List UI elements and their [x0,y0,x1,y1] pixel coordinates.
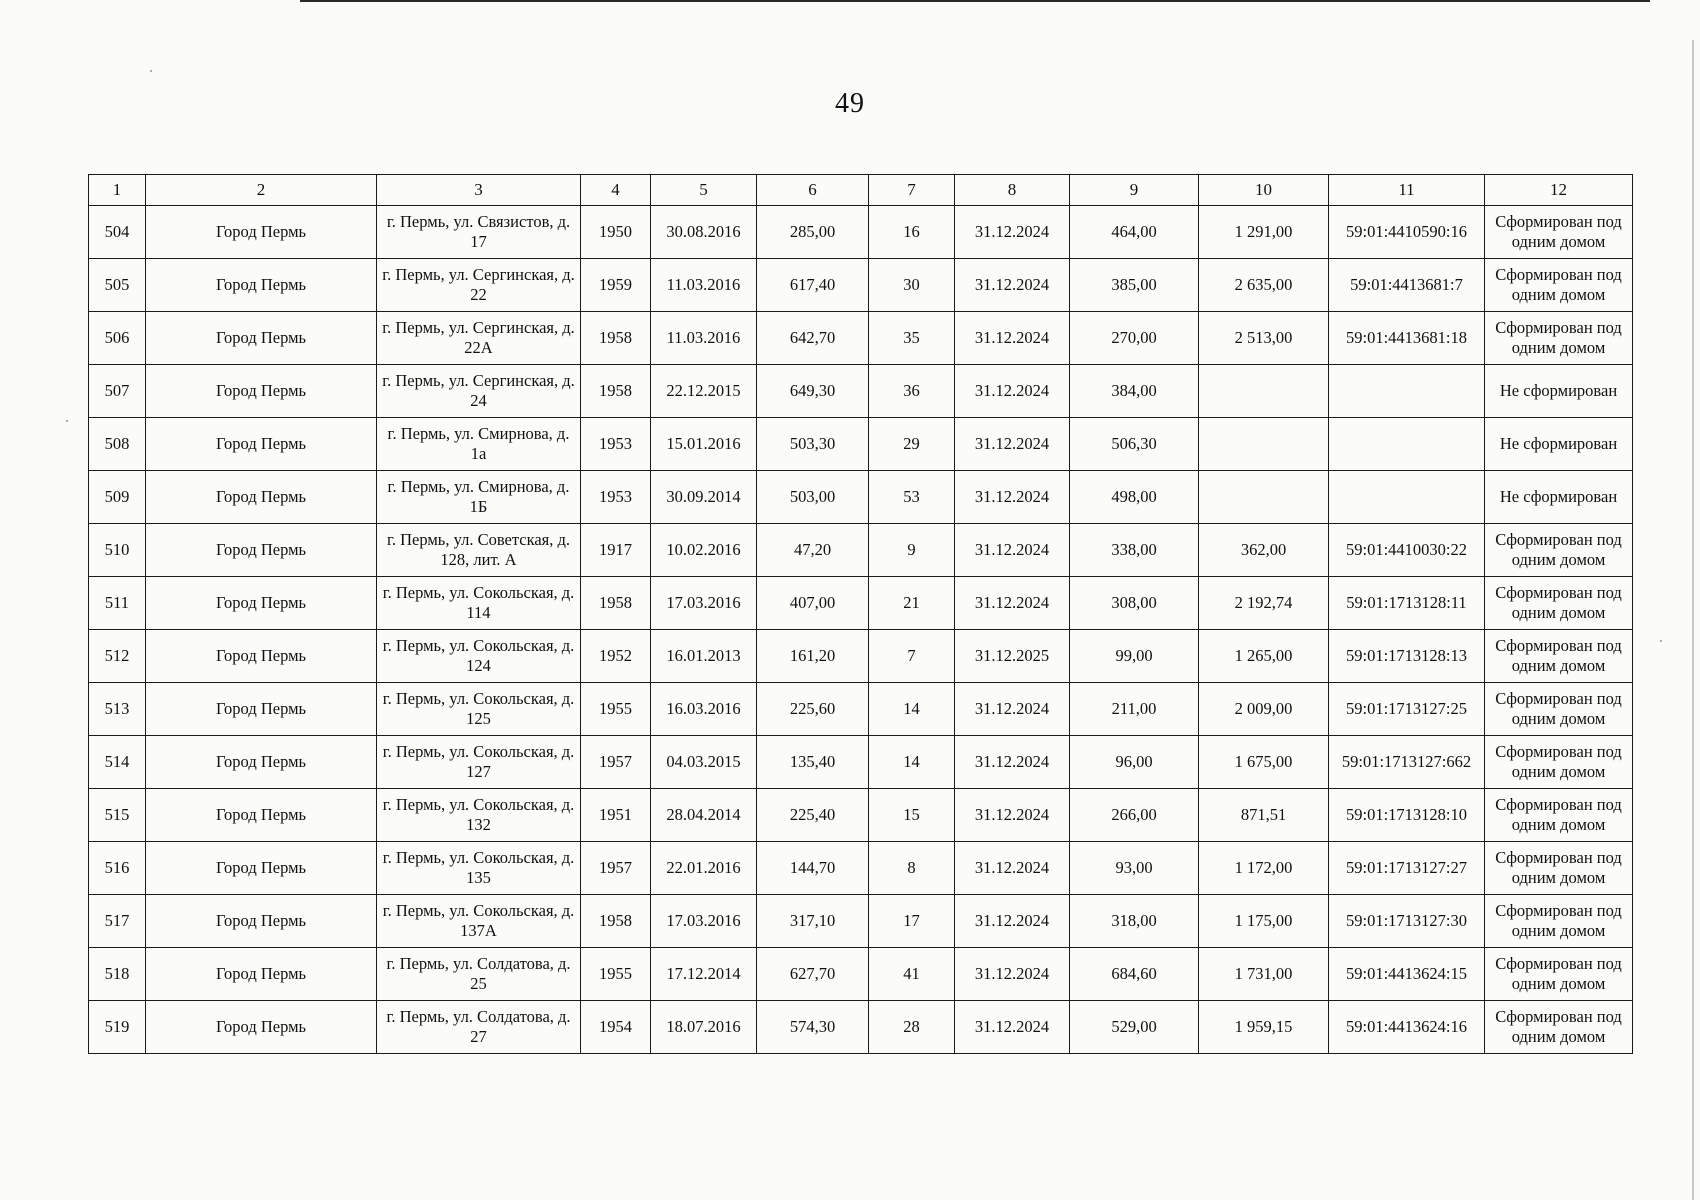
area-cell: 317,10 [757,895,869,948]
deadline-cell: 31.12.2024 [955,948,1070,1001]
construction-year-cell: 1951 [581,789,651,842]
address-cell: г. Пермь, ул. Сокольская, д. 114 [377,577,581,630]
plot-status-cell: Не сформирован [1485,365,1633,418]
plot-area-cell: 2 513,00 [1199,312,1329,365]
land-value-cell: 464,00 [1070,206,1199,259]
scan-speck [66,420,68,422]
plot-status-cell: Сформирован под одним домом [1485,789,1633,842]
address-cell: г. Пермь, ул. Сергинская, д. 22А [377,312,581,365]
land-value-cell: 211,00 [1070,683,1199,736]
table-row [89,418,1633,471]
row-number-cell: 519 [89,1001,146,1054]
table-row [89,259,1633,312]
land-value-cell: 384,00 [1070,365,1199,418]
land-value-cell: 529,00 [1070,1001,1199,1054]
table-row [89,312,1633,365]
date-cell: 15.01.2016 [651,418,757,471]
scan-top-edge-line [300,0,1650,2]
row-number-cell: 507 [89,365,146,418]
residents-cell: 21 [869,577,955,630]
row-number-cell: 515 [89,789,146,842]
residents-cell: 14 [869,683,955,736]
plot-area-cell: 1 265,00 [1199,630,1329,683]
column-number: 6 [757,175,869,206]
address-cell: г. Пермь, ул. Сокольская, д. 137А [377,895,581,948]
scan-right-edge-line [1692,40,1694,1200]
residents-cell: 53 [869,471,955,524]
plot-area-cell: 2 009,00 [1199,683,1329,736]
column-number: 3 [377,175,581,206]
column-number: 5 [651,175,757,206]
column-number: 2 [146,175,377,206]
cadastral-number-cell: 59:01:4413681:7 [1329,259,1485,312]
construction-year-cell: 1954 [581,1001,651,1054]
plot-status-cell: Сформирован под одним домом [1485,842,1633,895]
land-value-cell: 385,00 [1070,259,1199,312]
plot-area-cell [1199,418,1329,471]
address-cell: г. Пермь, ул. Сокольская, д. 127 [377,736,581,789]
address-cell: г. Пермь, ул. Солдатова, д. 25 [377,948,581,1001]
deadline-cell: 31.12.2024 [955,1001,1070,1054]
column-number: 7 [869,175,955,206]
land-value-cell: 99,00 [1070,630,1199,683]
municipality-cell: Город Пермь [146,418,377,471]
construction-year-cell: 1957 [581,736,651,789]
address-cell: г. Пермь, ул. Сергинская, д. 22 [377,259,581,312]
row-number-cell: 518 [89,948,146,1001]
date-cell: 10.02.2016 [651,524,757,577]
residents-cell: 41 [869,948,955,1001]
residents-cell: 16 [869,206,955,259]
area-cell: 161,20 [757,630,869,683]
table-row [89,524,1633,577]
residents-cell: 28 [869,1001,955,1054]
plot-area-cell: 1 731,00 [1199,948,1329,1001]
area-cell: 642,70 [757,312,869,365]
municipality-cell: Город Пермь [146,471,377,524]
municipality-cell: Город Пермь [146,577,377,630]
residents-cell: 15 [869,789,955,842]
row-number-cell: 508 [89,418,146,471]
deadline-cell: 31.12.2024 [955,259,1070,312]
address-cell: г. Пермь, ул. Советская, д. 128, лит. А [377,524,581,577]
plot-area-cell [1199,471,1329,524]
residents-cell: 9 [869,524,955,577]
land-value-cell: 338,00 [1070,524,1199,577]
deadline-cell: 31.12.2024 [955,524,1070,577]
municipality-cell: Город Пермь [146,259,377,312]
residents-cell: 29 [869,418,955,471]
construction-year-cell: 1958 [581,577,651,630]
land-value-cell: 506,30 [1070,418,1199,471]
land-value-cell: 266,00 [1070,789,1199,842]
row-number-cell: 504 [89,206,146,259]
scan-speck [1660,640,1662,642]
cadastral-number-cell: 59:01:4413681:18 [1329,312,1485,365]
cadastral-number-cell: 59:01:1713128:11 [1329,577,1485,630]
construction-year-cell: 1958 [581,895,651,948]
construction-year-cell: 1958 [581,312,651,365]
date-cell: 28.04.2014 [651,789,757,842]
date-cell: 16.03.2016 [651,683,757,736]
page-number: 49 [835,88,865,119]
table-body [89,206,1633,1054]
residents-cell: 8 [869,842,955,895]
construction-year-cell: 1917 [581,524,651,577]
address-cell: г. Пермь, ул. Солдатова, д. 27 [377,1001,581,1054]
plot-status-cell: Сформирован под одним домом [1485,1001,1633,1054]
area-cell: 503,30 [757,418,869,471]
municipality-cell: Город Пермь [146,736,377,789]
land-value-cell: 308,00 [1070,577,1199,630]
residents-cell: 7 [869,630,955,683]
deadline-cell: 31.12.2025 [955,630,1070,683]
deadline-cell: 31.12.2024 [955,365,1070,418]
construction-year-cell: 1958 [581,365,651,418]
residents-cell: 35 [869,312,955,365]
date-cell: 16.01.2013 [651,630,757,683]
municipality-cell: Город Пермь [146,1001,377,1054]
area-cell: 627,70 [757,948,869,1001]
date-cell: 17.12.2014 [651,948,757,1001]
row-number-cell: 517 [89,895,146,948]
deadline-cell: 31.12.2024 [955,312,1070,365]
residents-cell: 30 [869,259,955,312]
construction-year-cell: 1955 [581,948,651,1001]
address-cell: г. Пермь, ул. Смирнова, д. 1Б [377,471,581,524]
housing-registry-table [88,174,1633,1054]
plot-status-cell: Сформирован под одним домом [1485,259,1633,312]
column-number: 8 [955,175,1070,206]
area-cell: 503,00 [757,471,869,524]
municipality-cell: Город Пермь [146,895,377,948]
plot-status-cell: Сформирован под одним домом [1485,630,1633,683]
column-number: 9 [1070,175,1199,206]
table-row [89,736,1633,789]
residents-cell: 17 [869,895,955,948]
area-cell: 225,60 [757,683,869,736]
plot-status-cell: Сформирован под одним домом [1485,577,1633,630]
deadline-cell: 31.12.2024 [955,789,1070,842]
plot-area-cell: 1 291,00 [1199,206,1329,259]
municipality-cell: Город Пермь [146,948,377,1001]
construction-year-cell: 1953 [581,471,651,524]
column-number: 11 [1329,175,1485,206]
cadastral-number-cell [1329,365,1485,418]
land-value-cell: 318,00 [1070,895,1199,948]
plot-status-cell: Сформирован под одним домом [1485,736,1633,789]
area-cell: 649,30 [757,365,869,418]
area-cell: 407,00 [757,577,869,630]
residents-cell: 14 [869,736,955,789]
row-number-cell: 505 [89,259,146,312]
date-cell: 17.03.2016 [651,577,757,630]
date-cell: 22.12.2015 [651,365,757,418]
land-value-cell: 270,00 [1070,312,1199,365]
construction-year-cell: 1950 [581,206,651,259]
cadastral-number-cell: 59:01:4410590:16 [1329,206,1485,259]
column-number: 12 [1485,175,1633,206]
area-cell: 47,20 [757,524,869,577]
address-cell: г. Пермь, ул. Связистов, д. 17 [377,206,581,259]
date-cell: 30.09.2014 [651,471,757,524]
area-cell: 285,00 [757,206,869,259]
date-cell: 17.03.2016 [651,895,757,948]
deadline-cell: 31.12.2024 [955,418,1070,471]
row-number-cell: 506 [89,312,146,365]
plot-area-cell [1199,365,1329,418]
table-row [89,842,1633,895]
area-cell: 144,70 [757,842,869,895]
area-cell: 135,40 [757,736,869,789]
deadline-cell: 31.12.2024 [955,736,1070,789]
cadastral-number-cell: 59:01:1713127:30 [1329,895,1485,948]
area-cell: 225,40 [757,789,869,842]
municipality-cell: Город Пермь [146,683,377,736]
cadastral-number-cell: 59:01:1713127:662 [1329,736,1485,789]
date-cell: 11.03.2016 [651,312,757,365]
area-cell: 574,30 [757,1001,869,1054]
row-number-cell: 511 [89,577,146,630]
plot-status-cell: Сформирован под одним домом [1485,683,1633,736]
land-value-cell: 93,00 [1070,842,1199,895]
scan-speck [150,70,152,72]
construction-year-cell: 1957 [581,842,651,895]
plot-area-cell: 1 959,15 [1199,1001,1329,1054]
cadastral-number-cell: 59:01:4410030:22 [1329,524,1485,577]
column-number: 4 [581,175,651,206]
municipality-cell: Город Пермь [146,524,377,577]
date-cell: 11.03.2016 [651,259,757,312]
plot-status-cell: Сформирован под одним домом [1485,524,1633,577]
address-cell: г. Пермь, ул. Сокольская, д. 132 [377,789,581,842]
row-number-cell: 510 [89,524,146,577]
land-value-cell: 684,60 [1070,948,1199,1001]
date-cell: 30.08.2016 [651,206,757,259]
row-number-cell: 509 [89,471,146,524]
municipality-cell: Город Пермь [146,312,377,365]
municipality-cell: Город Пермь [146,630,377,683]
column-number: 10 [1199,175,1329,206]
address-cell: г. Пермь, ул. Смирнова, д. 1а [377,418,581,471]
table-row [89,630,1633,683]
cadastral-number-cell: 59:01:1713127:25 [1329,683,1485,736]
table-row [89,1001,1633,1054]
plot-area-cell: 1 172,00 [1199,842,1329,895]
row-number-cell: 516 [89,842,146,895]
land-value-cell: 498,00 [1070,471,1199,524]
municipality-cell: Город Пермь [146,206,377,259]
date-cell: 22.01.2016 [651,842,757,895]
plot-area-cell: 1 175,00 [1199,895,1329,948]
table-row [89,365,1633,418]
plot-area-cell: 2 635,00 [1199,259,1329,312]
land-value-cell: 96,00 [1070,736,1199,789]
municipality-cell: Город Пермь [146,789,377,842]
construction-year-cell: 1959 [581,259,651,312]
plot-status-cell: Сформирован под одним домом [1485,948,1633,1001]
table-row [89,206,1633,259]
cadastral-number-cell [1329,471,1485,524]
column-number: 1 [89,175,146,206]
table-row [89,683,1633,736]
deadline-cell: 31.12.2024 [955,842,1070,895]
plot-area-cell: 2 192,74 [1199,577,1329,630]
column-number-row [89,175,1633,206]
cadastral-number-cell: 59:01:4413624:15 [1329,948,1485,1001]
row-number-cell: 514 [89,736,146,789]
plot-area-cell: 1 675,00 [1199,736,1329,789]
plot-status-cell: Не сформирован [1485,418,1633,471]
row-number-cell: 513 [89,683,146,736]
plot-status-cell: Не сформирован [1485,471,1633,524]
cadastral-number-cell: 59:01:4413624:16 [1329,1001,1485,1054]
table-row [89,577,1633,630]
construction-year-cell: 1955 [581,683,651,736]
table-row [89,789,1633,842]
cadastral-number-cell: 59:01:1713128:10 [1329,789,1485,842]
deadline-cell: 31.12.2024 [955,683,1070,736]
cadastral-number-cell: 59:01:1713127:27 [1329,842,1485,895]
deadline-cell: 31.12.2024 [955,895,1070,948]
address-cell: г. Пермь, ул. Сергинская, д. 24 [377,365,581,418]
deadline-cell: 31.12.2024 [955,471,1070,524]
address-cell: г. Пермь, ул. Сокольская, д. 135 [377,842,581,895]
table-row [89,895,1633,948]
area-cell: 617,40 [757,259,869,312]
construction-year-cell: 1953 [581,418,651,471]
plot-status-cell: Сформирован под одним домом [1485,206,1633,259]
municipality-cell: Город Пермь [146,842,377,895]
table-row [89,471,1633,524]
plot-area-cell: 871,51 [1199,789,1329,842]
municipality-cell: Город Пермь [146,365,377,418]
address-cell: г. Пермь, ул. Сокольская, д. 125 [377,683,581,736]
row-number-cell: 512 [89,630,146,683]
cadastral-number-cell [1329,418,1485,471]
plot-status-cell: Сформирован под одним домом [1485,312,1633,365]
table-row [89,948,1633,1001]
deadline-cell: 31.12.2024 [955,206,1070,259]
plot-status-cell: Сформирован под одним домом [1485,895,1633,948]
plot-area-cell: 362,00 [1199,524,1329,577]
construction-year-cell: 1952 [581,630,651,683]
residents-cell: 36 [869,365,955,418]
date-cell: 04.03.2015 [651,736,757,789]
date-cell: 18.07.2016 [651,1001,757,1054]
deadline-cell: 31.12.2024 [955,577,1070,630]
address-cell: г. Пермь, ул. Сокольская, д. 124 [377,630,581,683]
cadastral-number-cell: 59:01:1713128:13 [1329,630,1485,683]
